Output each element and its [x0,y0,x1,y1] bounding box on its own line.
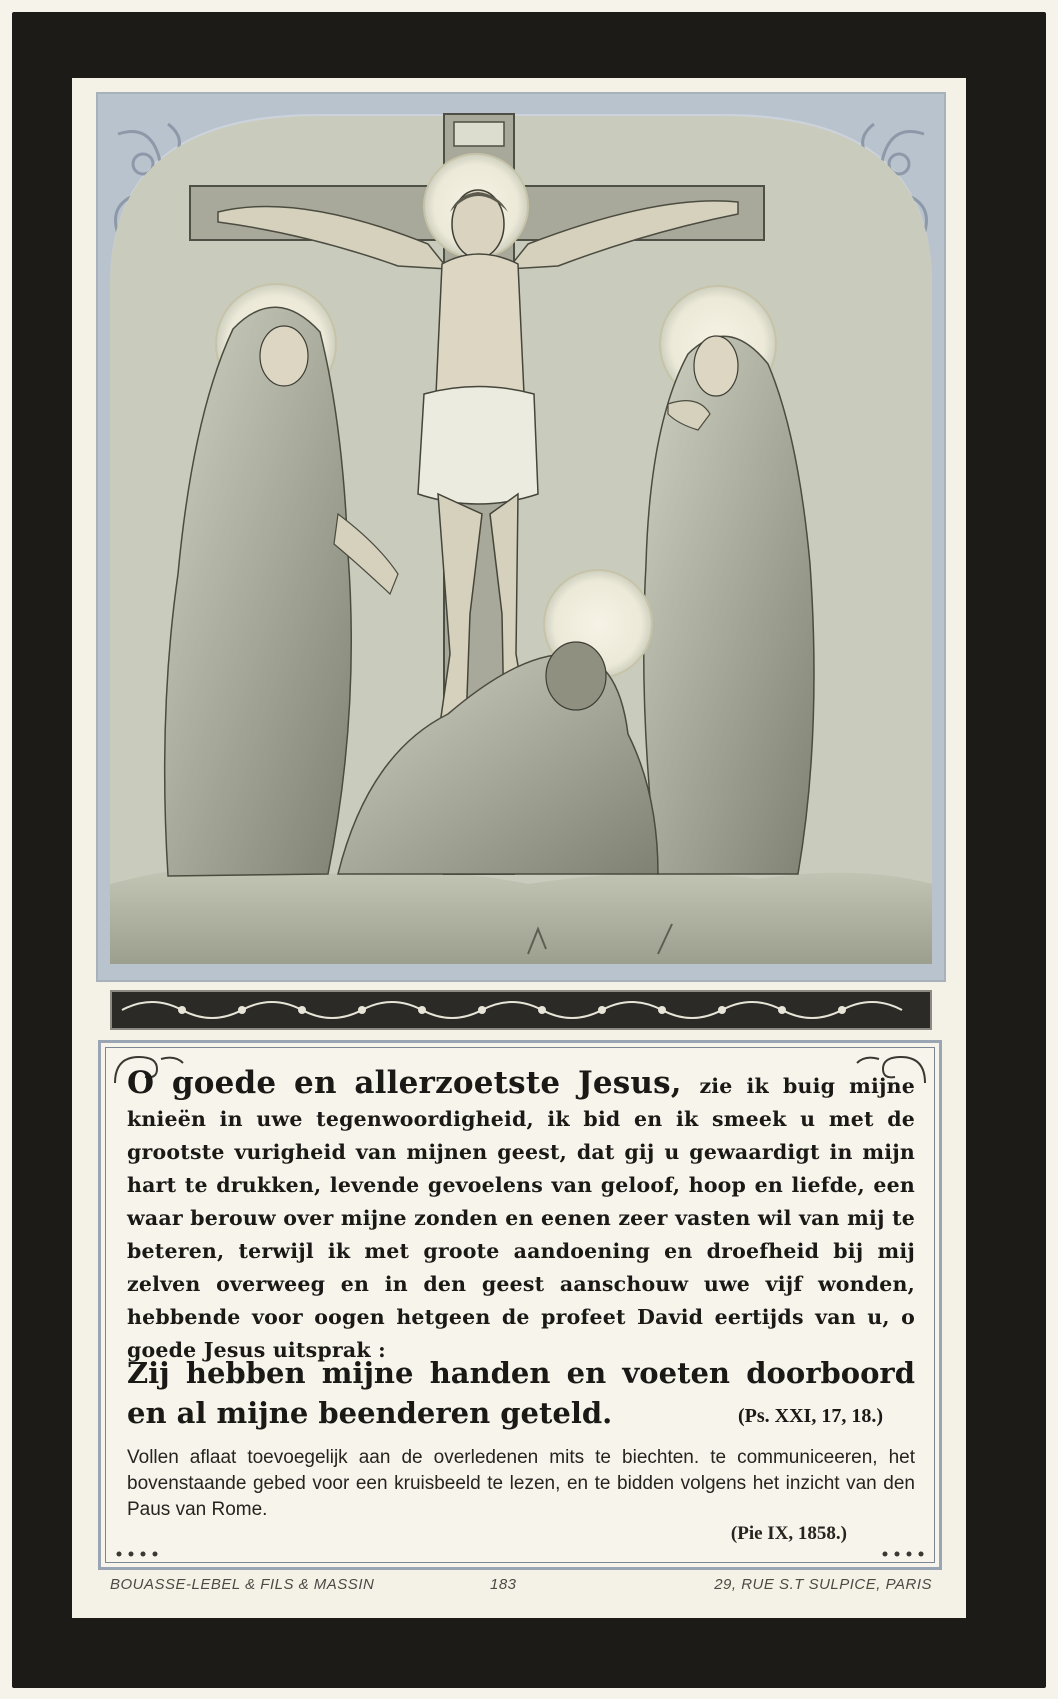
imprint-publisher: BOUASSE-LEBEL & FILS & MASSIN [110,1576,375,1593]
imprint-address: 29, RUE S.T SULPICE, PARIS [714,1576,932,1593]
dots-right-icon [869,1547,929,1561]
vine-ornament-icon [112,992,930,1028]
publisher-imprint [98,1576,942,1596]
psalm-verse: Zij hebben mijne handen en voeten doorboord en al mijne beenderen geteld. [127,1356,915,1430]
prayer-body: zie ik buig mijne knieën in uwe tegenwoordigheid, ik bid en ik smeek u met de grootste vurigheid van mijnen geest, dat gij u gewaardigt in mijn hart te drukken, levende gevoelens van geloof, hoop en liefde, een waar berouw over mijne zonden en eenen zeer vasten wil van mij te beteren, terwijl ik met groote aandoening en droefheid bij mij zelven overweeg en in den geest aanschouw uwe vijf wonden, hebbende voor oogen hetgeen de profeet David eertijds van u, o goede Jesus uitsprak : [127,1074,915,1362]
crucifixion-illustration [96,92,946,982]
indulgence-text: Vollen aflaat toevoegelijk aan de overledenen mits te biechten. te communiceeren, het bovenstaande gebed voor een kruisbeeld te lezen, en te bidden volgens het inzicht van den Paus van Rome. [127,1447,915,1520]
ornamental-band [110,990,932,1030]
prayer-opening: O goede en allerzoetste Jesus, [127,1065,700,1101]
imprint-number: 183 [490,1576,517,1593]
prayer-panel [98,1040,942,1570]
psalm-reference: (Ps. XXI, 17, 18.) [738,1405,883,1427]
crucifixion-scene-icon [98,94,944,980]
card-body [72,78,966,1618]
indulgence-reference: (Pie IX, 1858.) [730,1523,847,1544]
dots-left-icon [111,1547,171,1561]
prayer-text [127,1067,915,1367]
